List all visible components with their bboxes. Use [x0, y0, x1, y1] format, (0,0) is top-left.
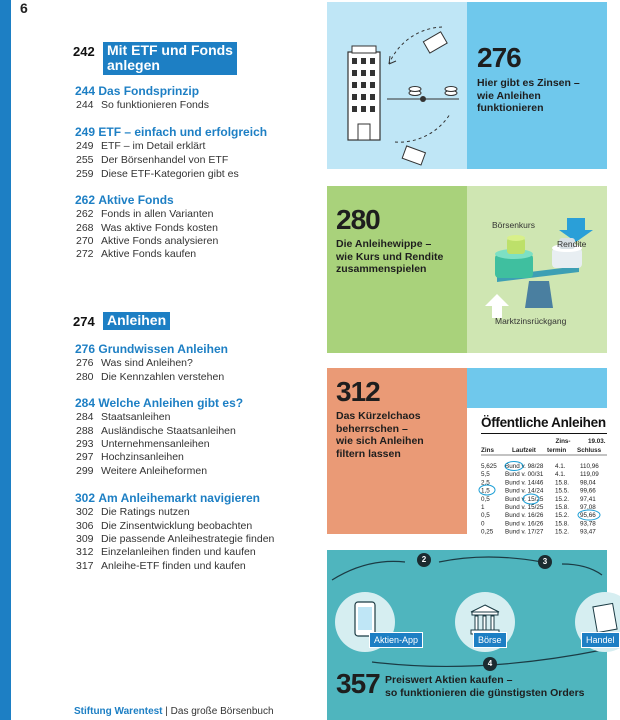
table-cell: Bund v. 16/26: [505, 520, 544, 528]
table-cell: 0,5: [481, 495, 490, 503]
card-description: Preiswert Aktien kaufen – so funktionieren die günstigsten Orders: [385, 674, 585, 699]
section-page-number: 242: [73, 44, 95, 59]
section-heading-etf: [73, 42, 237, 75]
table-cell: 99,66: [580, 487, 596, 495]
table-cell: 93,47: [580, 528, 596, 536]
card-page-number: 276: [477, 42, 521, 73]
chapter-heading[interactable]: 284 Welche Anleihen gibt es?: [75, 396, 244, 410]
table-cell: 97,08: [580, 504, 596, 511]
toc-entry[interactable]: 309 Die passende Anleihestrategie finden: [76, 533, 275, 545]
toc-entry[interactable]: 262 Fonds in allen Varianten: [76, 208, 214, 220]
bond-table-title: Öffentliche Anleihen: [481, 415, 606, 430]
label-boersenkurs: Börsenkurs: [492, 220, 535, 230]
toc-entry[interactable]: 299 Weitere Anleiheformen: [76, 465, 208, 477]
chapter-heading[interactable]: 276 Grundwissen Anleihen: [75, 342, 228, 356]
toc-entry[interactable]: 297 Hochzinsanleihen: [76, 451, 184, 463]
bond-table-clipping: [467, 408, 607, 534]
seesaw-illustration-panel: [467, 186, 607, 353]
toc-entry[interactable]: 268 Was aktive Fonds kosten: [76, 222, 218, 234]
label-marktzinsrueckgang: Marktzinsrückgang: [495, 316, 567, 326]
toc-entry[interactable]: 293 Unternehmensanleihen: [76, 438, 210, 450]
toc-entry[interactable]: 312 Einzelanleihen finden und kaufen: [76, 546, 256, 558]
footer-title: Das große Börsenbuch: [170, 706, 274, 717]
toc-entry[interactable]: 317 Anleihe-ETF finden und kaufen: [76, 560, 246, 572]
table-cell: Bund v. 14/46: [505, 479, 544, 487]
card-accent-strip: [467, 368, 607, 408]
toc-entry[interactable]: 306 Die Zinsentwicklung beobachten: [76, 520, 253, 532]
flow-node-boerse: Börse: [473, 632, 507, 648]
table-cell: Bund v. 00/31: [505, 471, 544, 479]
table-cell: 15.8.: [555, 504, 570, 511]
toc-entry[interactable]: 280 Die Kennzahlen verstehen: [76, 371, 225, 383]
table-head-col: Zins: [481, 447, 494, 454]
seesaw-illustration: [467, 186, 607, 353]
table-cell: 119,09: [580, 471, 599, 479]
section-title[interactable]: Mit ETF und Fonds anlegen: [103, 42, 237, 75]
table-cell: 0: [481, 520, 485, 528]
teaser-card-280[interactable]: [327, 186, 607, 353]
table-cell: 98,04: [580, 479, 596, 487]
footer: Stiftung Warentest | Das große Börsenbuch: [74, 706, 274, 717]
table-cell: Bund v. 15/25: [505, 495, 544, 503]
flow-node-aktien-app: Aktien-App: [369, 632, 423, 648]
flow-step-badge: 2: [417, 553, 431, 567]
toc-entry[interactable]: 259 Diese ETF-Kategorien gibt es: [76, 168, 239, 180]
table-cell: 4.1.: [555, 463, 566, 470]
card-description: Hier gibt es Zinsen – wie Anleihen funktionieren: [477, 77, 580, 114]
section-heading-anleihen: [73, 312, 170, 330]
label-rendite: Rendite: [557, 239, 587, 249]
toc-entry[interactable]: 288 Ausländische Staatsanleihen: [76, 425, 236, 437]
chapter-heading[interactable]: 262 Aktive Fonds: [75, 193, 174, 207]
page-number: 6: [20, 0, 28, 16]
toc-entry[interactable]: 255 Der Börsenhandel von ETF: [76, 154, 229, 166]
table-cell: 0,5: [481, 512, 490, 520]
table-cell: 110,96: [580, 463, 599, 470]
table-head-col: Schluss: [577, 447, 602, 454]
toc-entry[interactable]: 276 Was sind Anleihen?: [76, 357, 193, 369]
toc-entry[interactable]: 249 ETF – im Detail erklärt: [76, 140, 206, 152]
table-head-date: 19.03.: [588, 438, 606, 445]
section-title[interactable]: Anleihen: [103, 312, 170, 330]
table-cell: Bund v. 17/27: [505, 528, 544, 536]
flow-step-badge: 4: [483, 657, 497, 671]
table-cell: 15.8.: [555, 520, 570, 528]
chapter-heading[interactable]: 249 ETF – einfach und erfolgreich: [75, 125, 268, 139]
bank-building-illustration: [327, 2, 467, 169]
footer-brand: Stiftung Warentest: [74, 706, 163, 717]
card-page-number: 280: [336, 204, 380, 235]
flow-node-handel: Handel: [581, 632, 620, 648]
toc-entry[interactable]: 272 Aktive Fonds kaufen: [76, 248, 197, 260]
card-illustration-panel: [327, 2, 467, 169]
table-cell: 0,25: [481, 528, 494, 536]
table-cell: Bund v. 15/25: [505, 504, 544, 511]
table-cell: 93,78: [580, 520, 596, 528]
bond-table: [467, 408, 607, 534]
toc-entry[interactable]: 284 Staatsanleihen: [76, 411, 171, 423]
table-cell: 1: [481, 504, 485, 511]
teaser-card-357[interactable]: [327, 550, 615, 720]
card-text-panel: [467, 2, 607, 169]
table-cell: 15.8.: [555, 479, 570, 487]
table-cell: 15.2.: [555, 495, 570, 503]
table-cell: 95,66: [580, 512, 596, 520]
card-page-number: 357: [336, 668, 380, 699]
table-cell: 5,625: [481, 463, 497, 470]
table-cell: 4.1.: [555, 471, 566, 479]
table-cell: 2,5: [481, 479, 490, 487]
table-cell: Bund v. 14/24: [505, 487, 544, 495]
table-cell: 15.2.: [555, 528, 570, 536]
table-cell: 1,5: [481, 487, 490, 495]
table-cell: 15.5.: [555, 487, 570, 495]
section-page-number: 274: [73, 314, 95, 329]
table-head-zins: Zins-: [555, 438, 571, 445]
chapter-heading[interactable]: 244 Das Fondsprinzip: [75, 84, 200, 98]
table-cell: 15.2.: [555, 512, 570, 520]
table-head-col: termin: [547, 447, 567, 454]
table-cell: 97,41: [580, 495, 596, 503]
flow-step-badge: 3: [538, 555, 552, 569]
toc-entry[interactable]: 302 Die Ratings nutzen: [76, 506, 190, 518]
teaser-card-276[interactable]: [327, 2, 607, 169]
table-head-col: Laufzeit: [512, 447, 536, 454]
card-page-number: 312: [336, 376, 380, 407]
table-cell: Bund v. 98/28: [505, 463, 544, 470]
table-cell: 5,5: [481, 471, 490, 479]
toc-entry[interactable]: 244 So funktionieren Fonds: [76, 99, 209, 111]
card-description: Die Anleihewippe – wie Kurs und Rendite zusammenspielen: [336, 238, 444, 275]
chapter-heading[interactable]: 302 Am Anleihemarkt navigieren: [75, 491, 260, 505]
teaser-card-312[interactable]: [327, 368, 607, 534]
table-cell: Bund v. 16/26: [505, 512, 544, 520]
toc-entry[interactable]: 270 Aktive Fonds analysieren: [76, 235, 219, 247]
card-description: Das Kürzelchaos beherrschen – wie sich Anleihen filtern lassen: [336, 410, 424, 460]
page-edge-bar: [0, 0, 11, 720]
